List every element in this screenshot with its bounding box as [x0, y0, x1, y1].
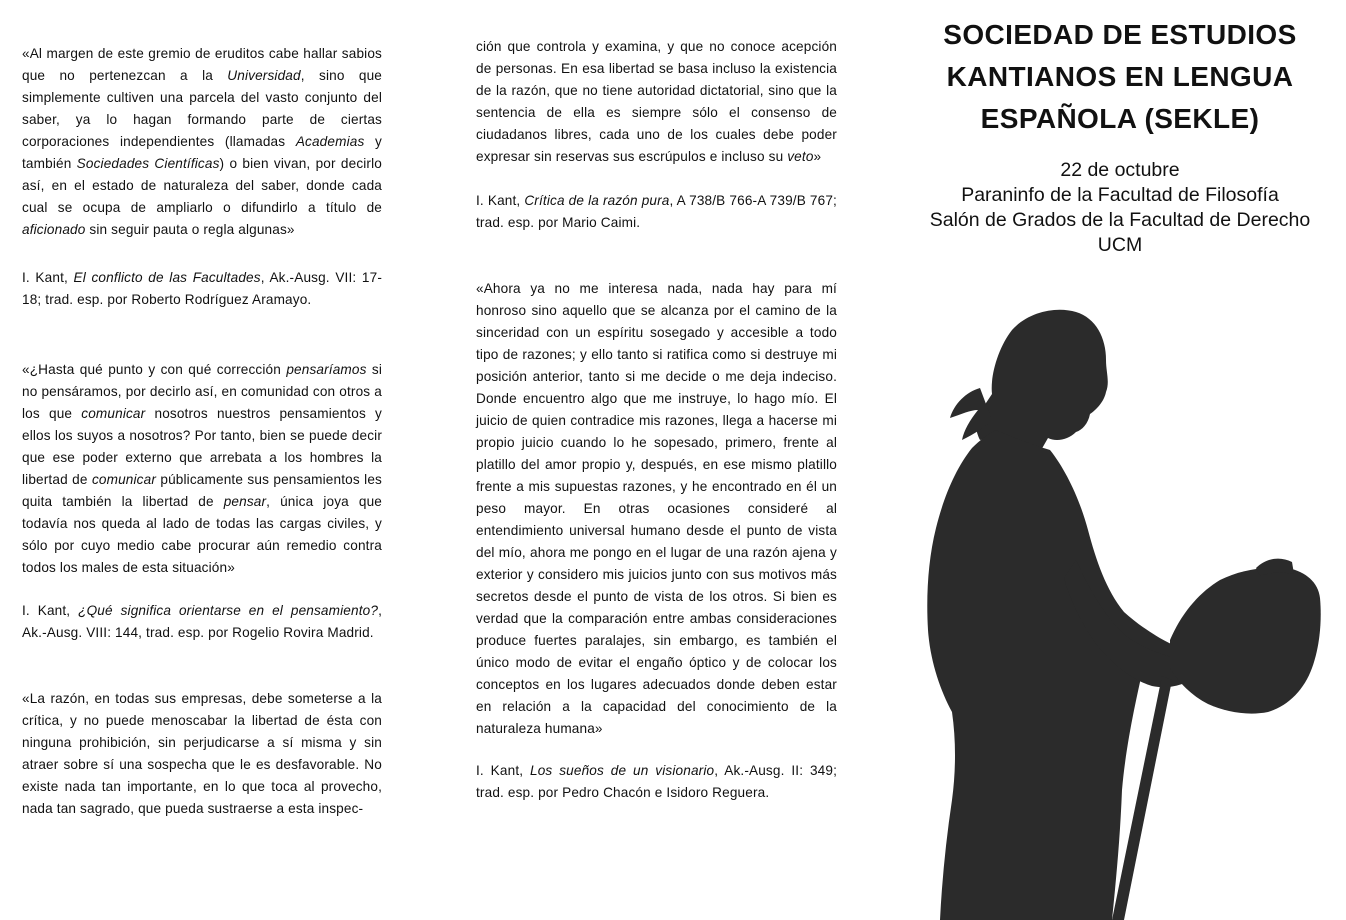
quote-conflict-faculties: «Al margen de este gremio de eruditos cabe hallar sabios que no pertenezcan a la Universidad, sino que simplemente cultiven una parcela del vasto conjunto del saber, ya lo hagan formando parte de ciertas corporaciones independientes (llamadas Academias y también Sociedades Científicas) o bien vivan, por decirlo así, en el estado de naturaleza del saber, donde cada cual se ocupa de ampliarlo o difundirlo a título de aficionado sin seguir pauta o regla algunas» — [22, 46, 382, 237]
event-date: 22 de octubre — [1060, 159, 1180, 181]
event-institution: UCM — [1097, 234, 1143, 256]
title-line: ESPAÑOLA (SEKLE) — [980, 103, 1260, 134]
citation-orientation-thinking: I. Kant, ¿Qué significa orientarse en el pensamiento?, Ak.-Ausg. VIII: 144, trad. esp. por Rogelio Rovira Madrid. — [22, 603, 382, 640]
title-line: SOCIEDAD DE ESTUDIOS — [943, 19, 1297, 50]
quote-dreams-visionary: «Ahora ya no me interesa nada, nada hay para mí honroso sino aquello que se alcanza por el camino de la sinceridad con un espíritu sosegado y accesible a todo tipo de razones; y ello tanto si ratifica como si destruye mi posición anterior, tanto si me decide o me deja indeciso. Donde encuentro algo que me instruye, lo hago mío. El juicio de quien contradice mis razones, llega a hacerse mi propio juicio cuando lo he sopesado, primero, frente al platillo del amor propio y, después, en ese mismo platillo frente a mis supuestas razones, y he encontrado en él un peso mayor. En otras ocasiones consideré al entendimiento universal humano desde el punto de vista del mío, ahora me pongo en el lugar de una razón ajena y exterior y considero mis juicios junto con sus motivos más secretos desde el punto de vista de los otros. Si bien es verdad que la comparación entre ambas consideraciones produce fuertes paralajes, sin embargo, es también el único modo de evitar el engaño óptico y de colocar los conceptos en los lugares adecuados donde deben estar en relación a la capacidad del conocimiento de la naturaleza humana» — [476, 281, 837, 736]
event-venue-philosophy: Paraninfo de la Facultad de Filosofía — [961, 184, 1279, 206]
kant-silhouette-icon — [900, 0, 1340, 920]
quote-orientation-thinking: «¿Hasta qué punto y con qué corrección pensaríamos si no pensáramos, por decirlo así, en comunidad con otros a los que comunicar nosotros nuestros pensamientos y ellos los suyos a nosotros? Por tanto, bien se puede decir que ese poder externo que arrebata a los hombres la libertad de comunicar públicamente sus pensamientos les quita también la libertad de pensar, única joya que todavía nos queda al lado de todas las cargas civiles, y sólo por cuyo medio cabe procurar aún remedio contra todos los males de esta situación» — [22, 362, 383, 575]
title-line: KANTIANOS EN LENGUA — [946, 61, 1294, 92]
event-venue-law: Salón de Grados de la Facultad de Derecho — [929, 209, 1311, 231]
citation-conflict-faculties: I. Kant, El conflicto de las Facultades, Ak.-Ausg. VII: 17-18; trad. esp. por Roberto Rodríguez Aramayo. — [22, 270, 382, 307]
quote-critique-pure-reason-end: ción que controla y examina, y que no conoce acepción de personas. En esa libertad se basa incluso la existencia de la razón, que no tiene autoridad dictatorial, sino que la sentencia de ella es siempre sólo el consenso de ciudadanos libres, cada uno de los cuales debe poder expresar sin reservas sus escrúpulos e incluso su veto» — [476, 39, 837, 164]
citation-dreams-visionary: I. Kant, Los sueños de un visionario, Ak.-Ausg. II: 349; trad. esp. por Pedro Chacón e Isidoro Reguera. — [476, 763, 838, 800]
citation-critique-pure-reason: I. Kant, Crítica de la razón pura, A 738/B 766-A 739/B 767; trad. esp. por Mario Caimi. — [476, 193, 837, 230]
quote-critique-pure-reason-start: «La razón, en todas sus empresas, debe someterse a la crítica, y no puede menoscabar la libertad de ésta con ninguna prohibición, sin perjudicarse a sí misma y sin atraer sobre sí una sospecha que le es desfavorable. No existe nada tan importante, en lo que toca al provecho, nada tan sagrado, que pueda sustraerse a esta inspec- — [22, 691, 382, 816]
